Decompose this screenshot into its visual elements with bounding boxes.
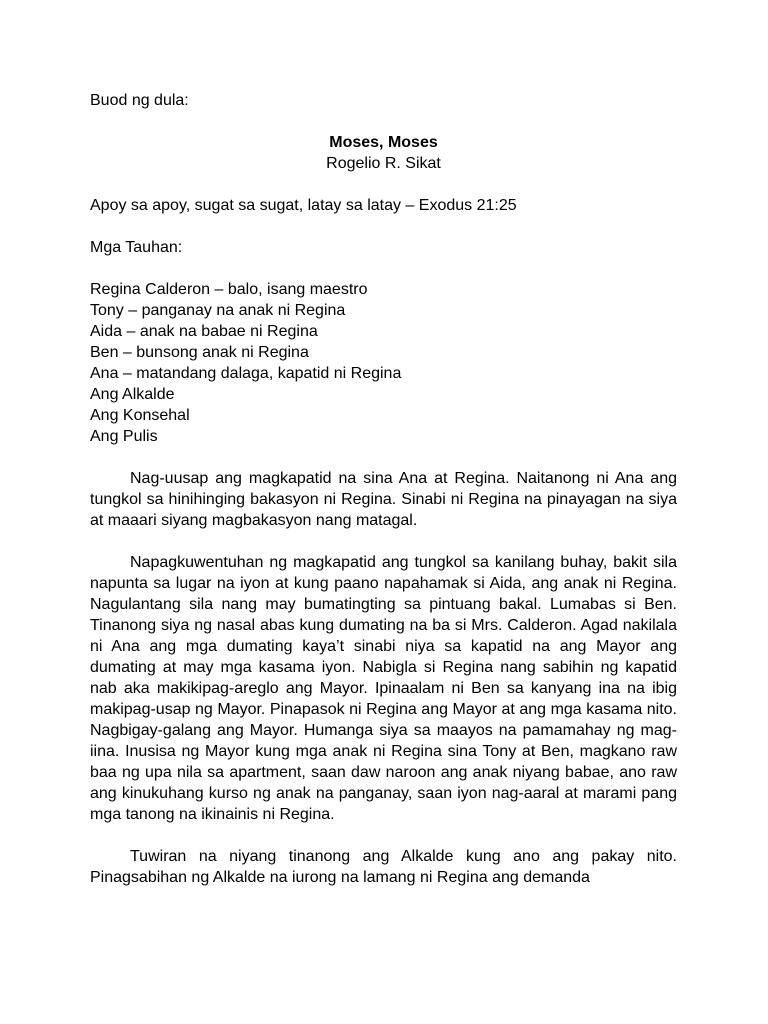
character-item: Ana – matandang dalaga, kapatid ni Regina xyxy=(90,365,402,382)
summary-paragraph: Tuwiran na niyang tinanong ang Alkalde kung ano ang pakay nito. Pinagsabihan ng Alkalde na iurong na lamang ni Regina ang demanda xyxy=(90,848,677,886)
summary-paragraph: Nag-uusap ang magkapatid na sina Ana at Regina. Naitanong ni Ana ang tungkol sa hinihinging bakasyon ni Regina. Sinabi ni Regina na pinayagan na siya at maaari siyang magbakasyon nang matagal. xyxy=(90,470,677,529)
summary-paragraph: Napagkuwentuhan ng magkapatid ang tungkol sa kanilang buhay, bakit sila napunta sa lugar na iyon at kung paano napahamak si Aida, ang anak ni Regina. Nagulantang sila nang may bumatingting sa pintuang bakal. Lumabas si Ben. Tinanong siya ng nasal abas kung dumating na ba si Mrs. Calderon. Agad nakilala ni Ana ang mga dumating kaya’t sinabi niya sa kapatid na ang Mayor ang dumating at may mga kasama iyon. Nabigla si Regina nang sabihin ng kapatid nab aka makikipag-areglo ang Mayor. Ipinaalam ni Ben sa kanyang ina na ibig makipag-usap ng Mayor. Pinapasok ni Regina ang Mayor at ang mga kasama nito. Nagbigay-galang ang Mayor. Humanga siya sa maayos na pamamahay ng mag-iina. Inusisa ng Mayor kung mga anak ni Regina sina Tony at Ben, magkano raw baa ng upa nila sa apartment, saan daw naroon ang anak niyang babae, ano raw ang kinukuhang kurso ng anak na panganay, saan iyon nag-aaral at marami pang mga tanong na ikinainis ni Regina. xyxy=(90,554,677,823)
spacer xyxy=(90,447,677,468)
spacer xyxy=(90,258,677,279)
characters-list xyxy=(90,279,677,447)
character-item: Regina Calderon – balo, isang maestro xyxy=(90,281,368,298)
character-item: Ang Konsehal xyxy=(90,407,190,424)
play-author: Rogelio R. Sikat xyxy=(326,155,441,172)
character-item: Ang Alkalde xyxy=(90,386,175,403)
spacer xyxy=(90,216,677,237)
spacer xyxy=(90,825,677,846)
epigraph: Apoy sa apoy, sugat sa sugat, latay sa latay – Exodus 21:25 xyxy=(90,197,517,214)
spacer xyxy=(90,111,677,132)
character-item: Ang Pulis xyxy=(90,428,158,445)
character-item: Tony – panganay na anak ni Regina xyxy=(90,302,346,319)
play-title: Moses, Moses xyxy=(329,134,438,151)
spacer xyxy=(90,531,677,552)
spacer xyxy=(90,174,677,195)
characters-heading: Mga Tauhan: xyxy=(90,239,183,256)
character-item: Ben – bunsong anak ni Regina xyxy=(90,344,309,361)
character-item: Aida – anak na babae ni Regina xyxy=(90,323,318,340)
document-body xyxy=(90,90,677,888)
summary-heading: Buod ng dula: xyxy=(90,92,189,109)
